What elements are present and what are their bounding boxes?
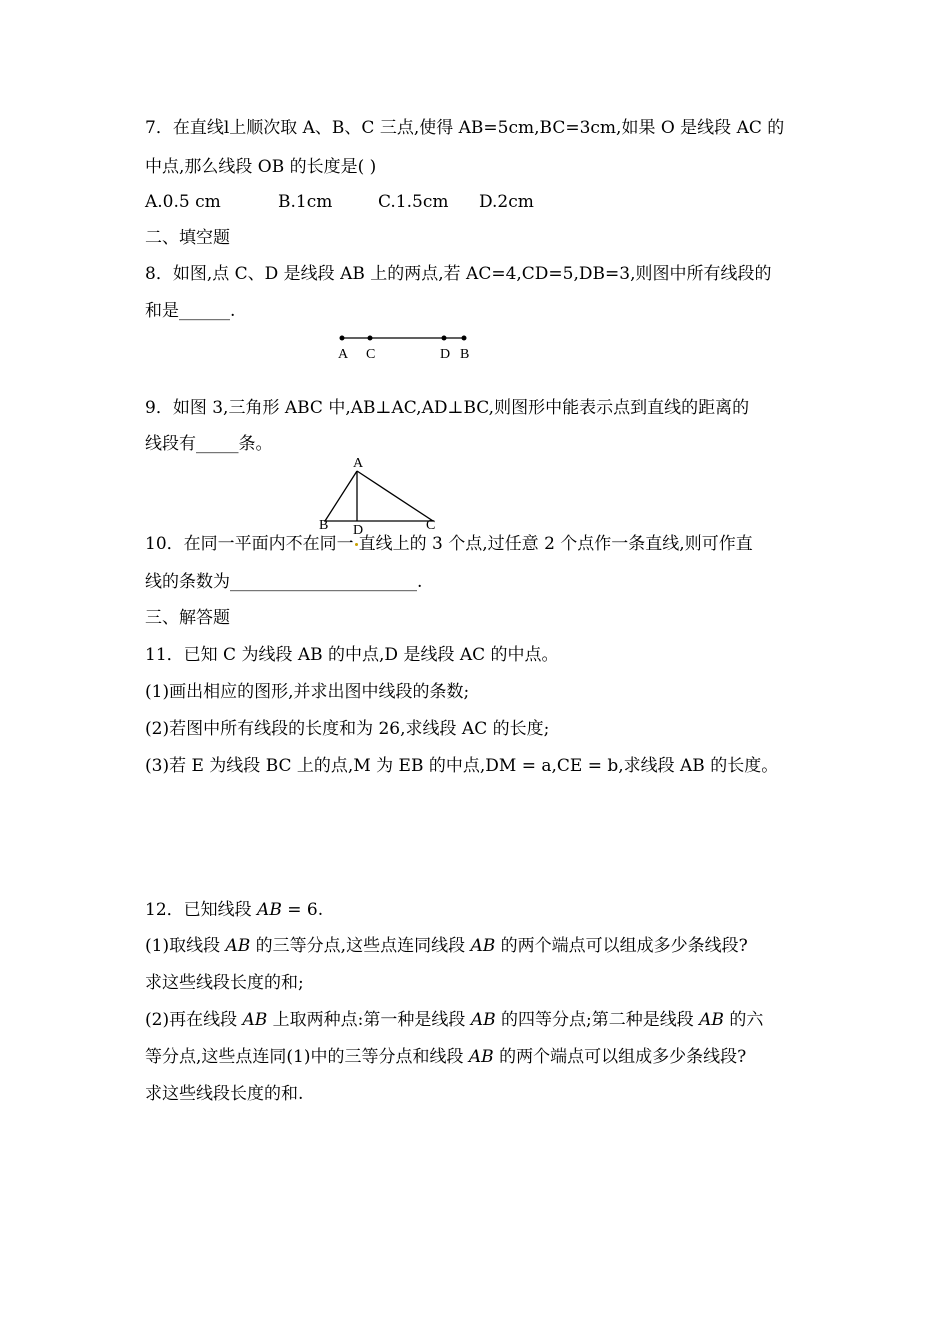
q10-line1 — [145, 532, 753, 556]
q7-line1: 7．在直线l上顺次取 A、B、C 三点,使得 AB=5cm,BC=3cm,如果 O 是线段 AC 的 — [145, 118, 785, 138]
q11-line1: 11．已知 C 为线段 AB 的中点,D 是线段 AC 的中点。 — [145, 645, 559, 665]
q7-option-d: D.2cm — [479, 192, 534, 212]
q7-option-b: B.1cm — [278, 192, 333, 212]
q7-option-c: C.1.5cm — [378, 192, 449, 212]
label-d: D — [353, 523, 364, 538]
q12-line3: 求这些线段长度的和; — [145, 973, 304, 993]
q11-line3: (2)若图中所有线段的长度和为 26,求线段 AC 的长度; — [145, 719, 550, 739]
label-c: C — [366, 347, 376, 362]
q11-line2: (1)画出相应的图形,并求出图中线段的条数; — [145, 682, 470, 702]
q12-line1: 12．已知线段 AB = 6. — [145, 900, 324, 920]
section-fill-in-blank-heading: 二、填空题 — [145, 228, 230, 248]
section-answer-heading: 三、解答题 — [145, 608, 230, 628]
stray-dot — [355, 543, 358, 546]
label-a: A — [338, 347, 349, 362]
q7-line2: 中点,那么线段 OB 的长度是( ) — [145, 157, 377, 177]
q8-line2: 和是______. — [145, 301, 236, 321]
point-d — [442, 336, 447, 341]
q7-option-a: A.0.5 cm — [145, 192, 221, 212]
q8-line1: 8．如图,点 C、D 是线段 AB 上的两点,若 AC=4,CD=5,DB=3,则图中所有线段的 — [145, 264, 772, 284]
label-b: B — [460, 347, 470, 362]
label-b: B — [319, 518, 329, 533]
q12-line6: 求这些线段长度的和. — [145, 1084, 304, 1104]
point-b — [462, 336, 467, 341]
point-c — [368, 336, 373, 341]
q11-line4: (3)若 E 为线段 BC 上的点,M 为 EB 的中点,DM = a,CE = b,求线段 AB 的长度。 — [145, 756, 779, 776]
q10-line1-part2: 直线上的 3 个点,过任意 2 个点作一条直线,则可作直 — [358, 534, 753, 554]
q9-line1: 9．如图 3,三角形 ABC 中,AB⊥AC,AD⊥BC,则图形中能表示点到直线的距离的 — [145, 398, 750, 418]
q8-segment-figure — [330, 330, 480, 366]
q12-line5: 等分点,这些点连同(1)中的三等分点和线段 AB 的两个端点可以组成多少条线段? — [145, 1047, 747, 1067]
label-d: D — [440, 347, 451, 362]
q9-triangle-figure — [315, 455, 445, 537]
q12-line2: (1)取线段 AB 的三等分点,这些点连同线段 AB 的两个端点可以组成多少条线段? — [145, 936, 748, 956]
label-c: C — [426, 518, 436, 533]
point-a — [340, 336, 345, 341]
q12-line4: (2)再在线段 AB 上取两种点:第一种是线段 AB 的四等分点;第二种是线段 AB 的六 — [145, 1010, 764, 1030]
triangle-abc — [325, 471, 433, 521]
q10-line1-part1: 10．在同一平面内不在同一 — [145, 534, 354, 554]
q9-line2: 线段有_____条。 — [145, 434, 273, 454]
label-a: A — [353, 456, 364, 471]
q10-line2: 线的条数为______________________. — [145, 572, 423, 592]
